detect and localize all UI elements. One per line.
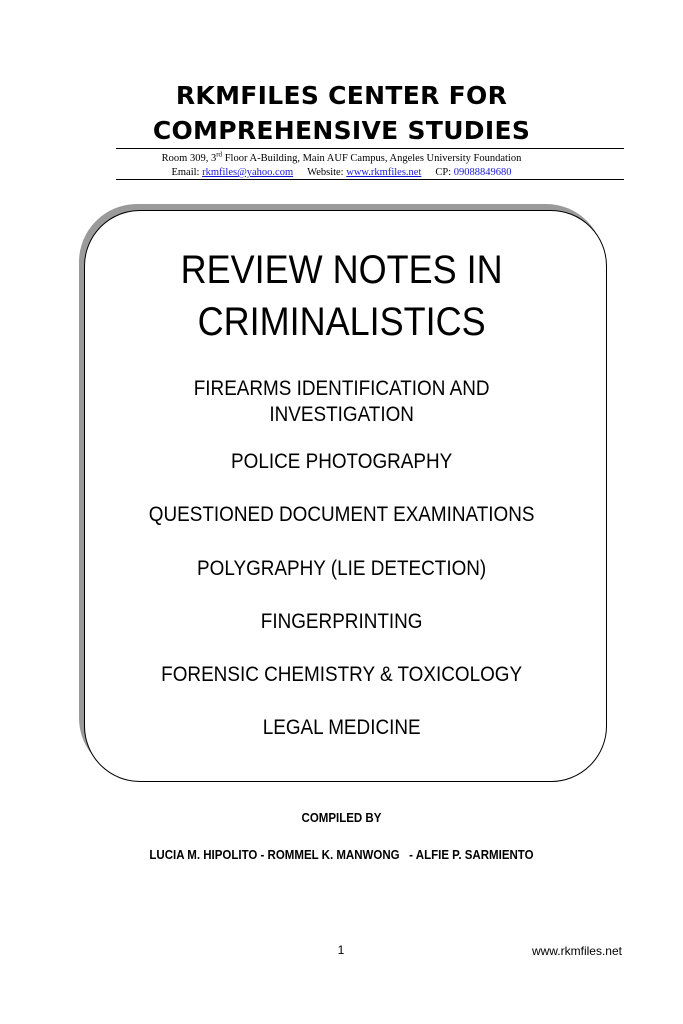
topic-item: LEGAL MEDICINE xyxy=(262,716,421,739)
phone-label: CP: xyxy=(435,167,454,178)
authors-line: LUCIA M. HIPOLITO - ROMMEL K. MANWONG - ALFIE P. SARMIENTO xyxy=(149,848,534,862)
address-line xyxy=(0,152,683,165)
address-superscript: rd xyxy=(216,150,223,159)
footer-url: www.rkmfiles.net xyxy=(531,944,622,958)
org-name-line1: RKMFILES CENTER FOR xyxy=(175,81,508,110)
website-link[interactable]: www.rkmfiles.net xyxy=(346,167,422,178)
main-title-line1: REVIEW NOTES IN xyxy=(180,248,503,292)
header-bottom-rule xyxy=(116,179,624,180)
header-top-rule xyxy=(116,148,624,149)
contact-line xyxy=(0,166,683,179)
topic-item: INVESTIGATION xyxy=(269,403,414,426)
address-prefix: Room 309, 3 xyxy=(161,153,217,164)
org-name-line2: COMPREHENSIVE STUDIES xyxy=(152,116,531,145)
compiled-by-label: COMPILED BY xyxy=(301,811,382,825)
phone-number: 09088849680 xyxy=(453,167,512,178)
main-title-line2: CRIMINALISTICS xyxy=(197,300,486,344)
topic-item: FORENSIC CHEMISTRY & TOXICOLOGY xyxy=(161,663,523,686)
topic-item: POLYGRAPHY (LIE DETECTION) xyxy=(197,557,487,580)
address-suffix: Floor A-Building, Main AUF Campus, Angeles University Foundation xyxy=(222,153,522,164)
topic-item: FIREARMS IDENTIFICATION AND xyxy=(193,377,490,400)
topic-item: POLICE PHOTOGRAPHY xyxy=(231,450,453,473)
topic-item: FINGERPRINTING xyxy=(260,610,423,633)
website-label: Website: xyxy=(307,167,347,178)
email-label: Email: xyxy=(171,167,203,178)
topic-item: QUESTIONED DOCUMENT EXAMINATIONS xyxy=(148,503,535,526)
email-link[interactable]: rkmfiles@yahoo.com xyxy=(202,167,294,178)
content-box xyxy=(84,210,607,782)
page-number: 1 xyxy=(337,943,345,957)
